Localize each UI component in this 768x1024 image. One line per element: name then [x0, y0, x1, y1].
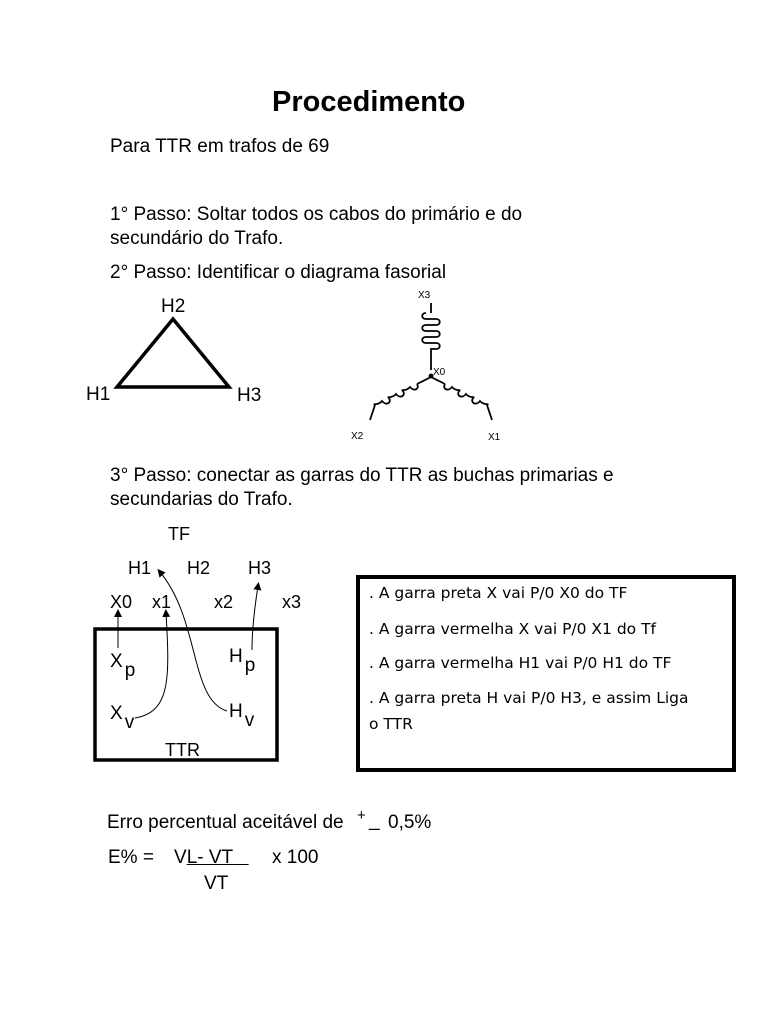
page-title: Procedimento	[272, 86, 466, 118]
coil-x1	[431, 377, 492, 420]
error-minus: _	[369, 810, 380, 831]
tf-label: TF	[168, 524, 190, 544]
delta-h1-label: H1	[86, 384, 111, 405]
wye-x0-label: X0	[433, 367, 446, 378]
terminal-h2: H2	[187, 558, 211, 578]
ttr-label: TTR	[165, 740, 200, 760]
step2-text: 2° Passo: Identificar o diagrama fasorial	[110, 262, 447, 283]
terminal-x0: X0	[110, 592, 133, 612]
coil-x2	[370, 377, 431, 420]
terminal-x1: x1	[152, 592, 172, 612]
wye-x1-label: X1	[488, 432, 501, 443]
error-text: Erro percentual aceitável de	[107, 812, 344, 833]
error-plus: +	[357, 807, 366, 824]
delta-triangle	[117, 319, 229, 387]
note-line-1: . A garra preta X vai P/0 X0 do TF	[369, 584, 628, 602]
numerator-underlined: L- VT	[186, 847, 233, 868]
error-value: 0,5%	[388, 812, 432, 833]
hp-sub: p	[244, 655, 256, 676]
wye-x2-label: X2	[351, 431, 364, 442]
delta-h3-label: H3	[237, 385, 262, 406]
note-line-3: . A garra vermelha H1 vai P/0 H1 do TF	[369, 654, 672, 672]
terminal-h1: H1	[128, 558, 152, 578]
note-line-5: o TTR	[369, 715, 413, 733]
xv-sub: v	[124, 712, 135, 733]
hv-sub: v	[244, 710, 255, 731]
formula-lhs: E% =	[108, 847, 154, 868]
xp-sub: p	[124, 660, 136, 681]
wye-neutral-dot	[430, 375, 433, 378]
arrow-hp-to-h3	[252, 586, 258, 650]
note-line-2: . A garra vermelha X vai P/0 X1 do Tf	[369, 620, 657, 638]
step3-line2: secundarias do Trafo.	[110, 489, 293, 510]
note-line-4: . A garra preta H vai P/0 H3, e assim Liga	[369, 689, 689, 707]
step1-line2: secundário do Trafo.	[110, 228, 284, 249]
hp-main: H	[229, 646, 243, 667]
step1-line1: 1° Passo: Soltar todos os cabos do primário e do	[110, 204, 523, 225]
terminal-h3: H3	[248, 558, 272, 578]
xp-main: X	[110, 651, 123, 672]
notes-box	[358, 577, 734, 770]
subtitle: Para TTR em trafos de 69	[110, 136, 330, 157]
ttr-box	[95, 629, 277, 760]
delta-h2-label: H2	[161, 296, 186, 317]
wye-x3-label: X3	[418, 290, 431, 301]
coil-x3	[422, 303, 440, 370]
terminal-x2: x2	[214, 592, 234, 612]
arrow-hv-to-h1	[160, 572, 227, 711]
hv-main: H	[229, 701, 243, 722]
terminal-x3: x3	[282, 592, 302, 612]
wye-coil-diagram	[370, 303, 492, 420]
numerator-prefix: V	[174, 847, 187, 868]
formula-denominator: VT	[204, 873, 229, 894]
xv-main: X	[110, 703, 123, 724]
step3-line1: 3° Passo: conectar as garras do TTR as buchas primarias e	[110, 465, 614, 486]
formula-multiplier: x 100	[272, 847, 319, 868]
